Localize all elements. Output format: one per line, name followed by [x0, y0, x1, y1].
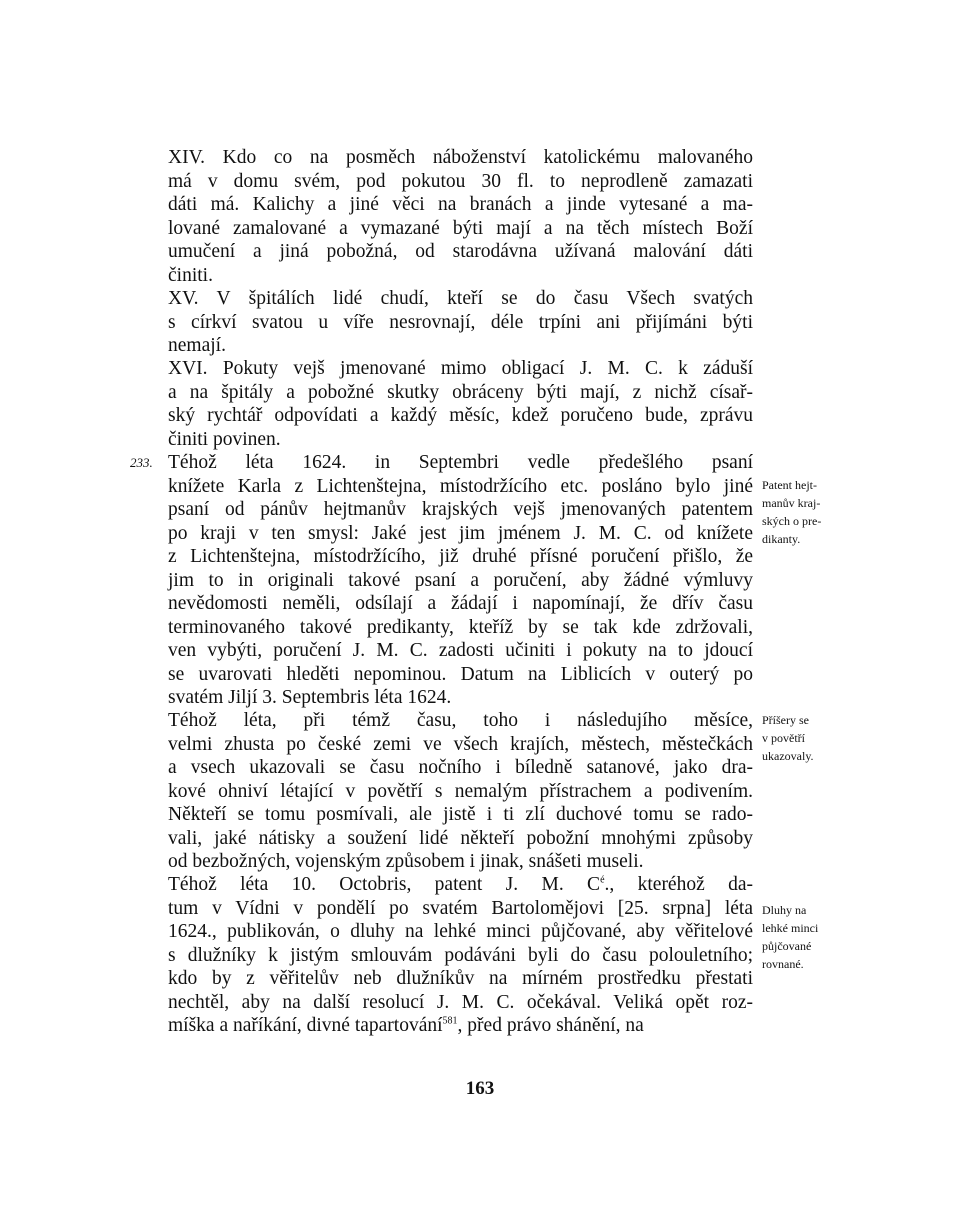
text-line: nemají. [168, 335, 226, 356]
side-note-line: lehké minci [762, 921, 819, 935]
text-line: míška a naříkání, divné tapartování$^{581}$, před právo shánění, na [168, 1015, 644, 1036]
side-note-line: ukazovaly. [762, 749, 814, 763]
text-line: má v domu svém, pod pokutou 30 fl. to neprodleně zamazati [168, 170, 753, 192]
page-number: 163 [465, 1078, 495, 1099]
text-line: a vsech ukazovali se času nočního i bíledně satanové, jako dra- [168, 757, 753, 778]
text-line: činiti. [168, 264, 213, 286]
text-line: svatém Jiljí 3. Septembris léta 1624. [168, 687, 452, 708]
text-line: kové ohniví létající v povětří s nemalým přístrachem a podivením. [168, 780, 753, 802]
text-line: od bezbožných, vojenským způsobem i jinak, snášeti museli. [168, 851, 644, 872]
text-line: se uvarovati hleděti nepominou. Datum na Liblicích v outerý po [168, 663, 753, 685]
text-line: ven vybýti, poručení J. M. C. zadosti učiniti i pokuty na to jdoucí [168, 640, 753, 661]
side-note-line: ských o pre- [762, 514, 822, 528]
text-line: Téhož léta 10. Octobris, patent J. M. $C^é$., kteréhož da- [168, 874, 753, 895]
text-line: s církví svatou u víře nesrovnají, déle trpíni ani přijímáni býti [168, 311, 753, 333]
side-note-line: v povětří [762, 731, 805, 745]
text-line: s dlužníky k jistým smlouvám podáváni byli do času polouletního; [168, 944, 753, 966]
text-line: knížete Karla z Lichtenštejna, místodržícího etc. posláno bylo jiné [168, 475, 753, 497]
text-line: kdo by z věřitelův neb dlužníkův na mírném prostředku přestati [168, 968, 753, 989]
text-line: po kraji v ten smysl: Jaké jest jim jménem J. M. C. od knížete [168, 522, 753, 544]
text-line: nechtěl, aby na další resolucí J. M. C. očekával. Veliká opět roz- [168, 991, 753, 1013]
text-line: tum v Vídni v pondělí po svatém Bartolomějovi [25. srpna] léta [168, 897, 753, 919]
text-line: umučení a jiná pobožná, od starodávna užívaná malování dáti [168, 241, 753, 262]
text-line: XV. V špitálích lidé chudí, kteří se do času Všech svatých [168, 288, 753, 309]
text-line: a na špitály a pobožné skutky obráceny býti mají, z nichž císař- [168, 381, 753, 403]
text-line: XVI. Pokuty vejš jmenované mimo obligací J. M. C. k záduší [168, 358, 753, 379]
text-line: XIV. Kdo co na posměch náboženství katolickému malovaného [168, 147, 753, 168]
text-line: 1624., publikován, o dluhy na lehké minci půjčované, aby věřitelové [168, 921, 753, 942]
margin-section-number: 233. [130, 455, 153, 470]
side-note-line: Patent hejt- [762, 478, 817, 492]
text-line: velmi zhusta po české zemi ve všech krajích, městech, městečkách [168, 733, 753, 755]
text-line: psaní od pánův hejtmanův krajských vejš jmenovaných patentem [168, 499, 753, 520]
text-line: nevědomosti neměli, odsílají a žádají i napomínají, že dřív času [168, 593, 753, 614]
text-line: vali, jaké nátisky a soužení lidé někteří pobožní mnohými způsoby [168, 827, 753, 849]
text-line: ský rychtář odpovídati a každý měsíc, kdež poručeno bude, zprávu [168, 405, 753, 426]
text-line: Někteří se tomu posmívali, ale jistě i ti zlí duchové tomu se rado- [168, 804, 753, 825]
text-line: dáti má. Kalichy a jiné věci na branách a jinde vytesané a ma- [168, 194, 753, 215]
text-line: terminovaného takové predikanty, kteříž by se tak kde zdržovali, [168, 616, 753, 638]
side-note-line: půjčované [762, 939, 812, 953]
side-note-line: dikanty. [762, 532, 801, 546]
text-line: Téhož léta, při témž času, toho i následujího měsíce, [168, 710, 753, 731]
side-note-line: rovnané. [762, 957, 804, 971]
side-note-line: manův kraj- [762, 496, 821, 510]
text-line: lované zamalované a vymazané býti mají a na těch místech Boží [168, 217, 753, 239]
side-note-line: Dluhy na [762, 903, 807, 917]
side-note-line: Příšery se [762, 713, 809, 727]
text-line: Téhož léta 1624. in Septembri vedle předešlého psaní [168, 452, 753, 473]
text-line: činiti povinen. [168, 428, 281, 450]
text-line: jim to in originali takové psaní a poručení, aby žádné výmluvy [168, 569, 753, 591]
text-line: z Lichtenštejna, místodržícího, již druhé přísné poručení přišlo, že [168, 546, 753, 567]
